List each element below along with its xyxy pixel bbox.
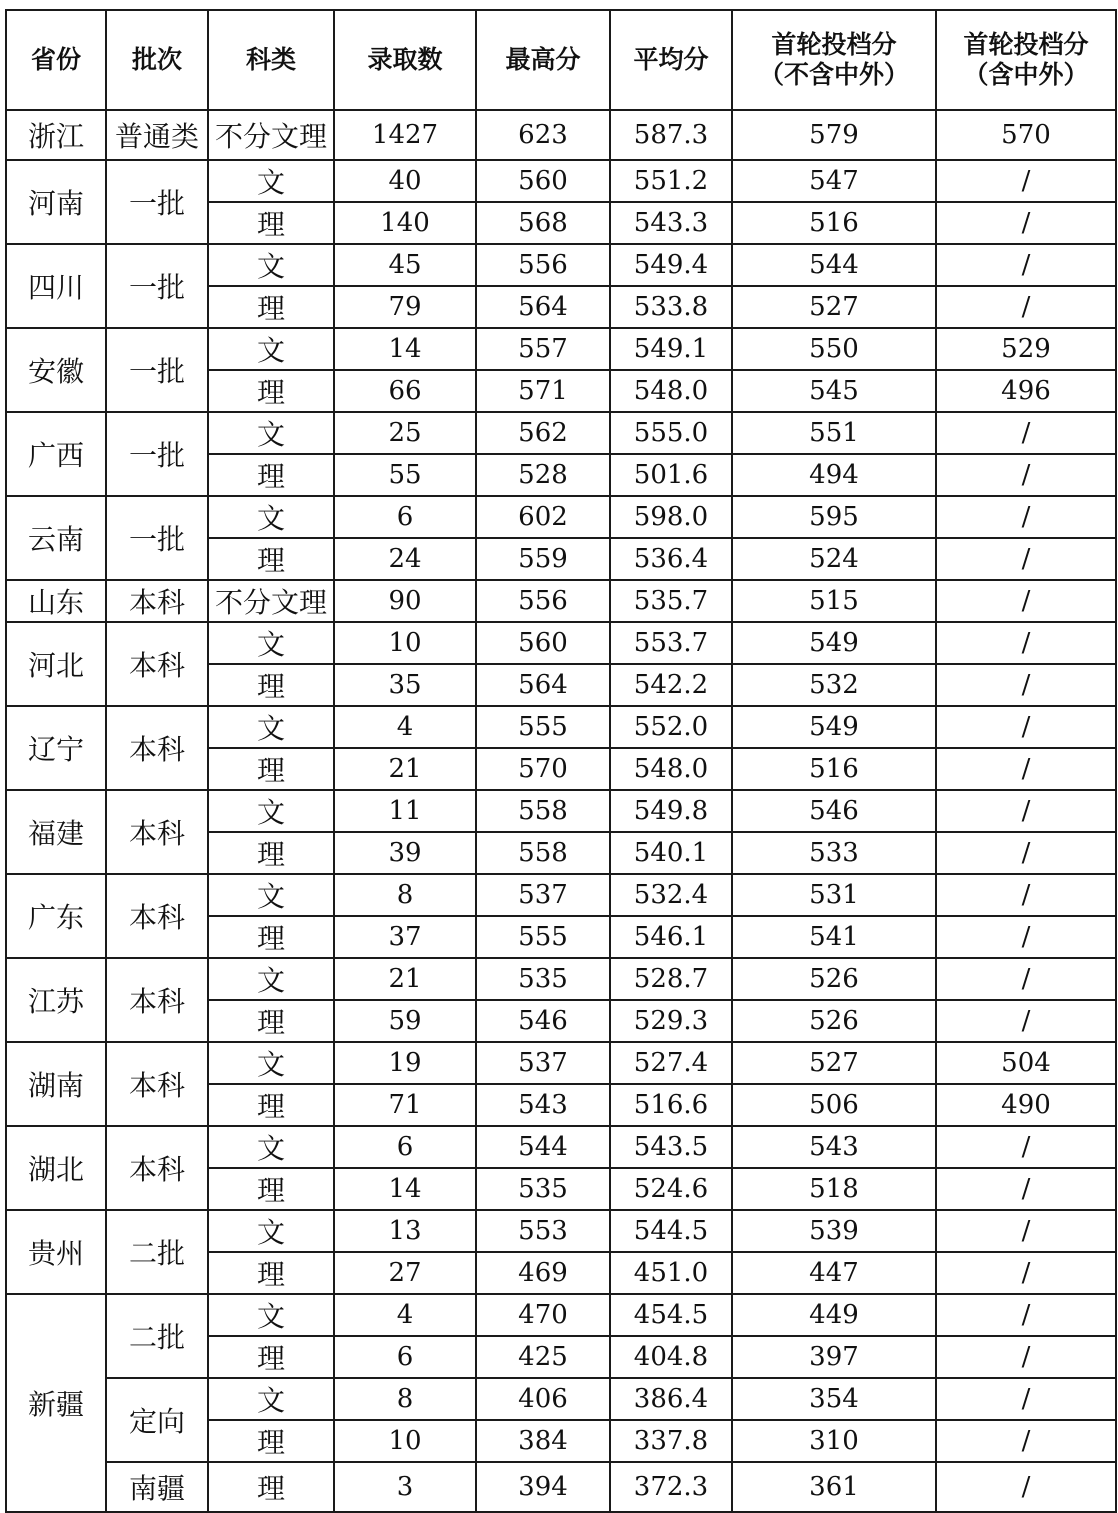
category-cell: 文	[208, 1126, 334, 1168]
avg-score-cell: 536.4	[610, 538, 732, 580]
first-round-excl-cell: 447	[732, 1252, 936, 1294]
first-round-excl-cell: 531	[732, 874, 936, 916]
first-round-excl-cell: 449	[732, 1294, 936, 1336]
max-score-cell: 537	[476, 1042, 610, 1084]
first-round-incl-cell: /	[936, 1000, 1116, 1042]
first-round-incl-cell: /	[936, 160, 1116, 202]
first-round-incl-cell: /	[936, 454, 1116, 496]
first-round-incl-cell: /	[936, 748, 1116, 790]
header-first-round-incl-line2: （含中外）	[963, 60, 1089, 89]
category-cell: 理	[208, 1252, 334, 1294]
admission-table	[5, 9, 1117, 1513]
max-score-cell: 544	[476, 1126, 610, 1168]
first-round-incl-cell: /	[936, 538, 1116, 580]
header-category: 科类	[208, 10, 334, 110]
max-score-cell: 384	[476, 1420, 610, 1462]
batch-cell: 一批	[106, 328, 208, 412]
max-score-cell: 537	[476, 874, 610, 916]
header-batch: 批次	[106, 10, 208, 110]
max-score-cell: 556	[476, 580, 610, 622]
batch-cell: 定向	[106, 1378, 208, 1462]
avg-score-cell: 552.0	[610, 706, 732, 748]
province-cell: 湖北	[6, 1126, 106, 1210]
max-score-cell: 535	[476, 1168, 610, 1210]
admitted-cell: 14	[334, 1168, 476, 1210]
header-row	[6, 10, 1116, 110]
avg-score-cell: 548.0	[610, 748, 732, 790]
category-cell: 理	[208, 748, 334, 790]
header-first-round-excl-line2: （不含中外）	[758, 60, 909, 89]
max-score-cell: 469	[476, 1252, 610, 1294]
max-score-cell: 555	[476, 706, 610, 748]
max-score-cell: 570	[476, 748, 610, 790]
batch-cell: 本科	[106, 1126, 208, 1210]
admitted-cell: 59	[334, 1000, 476, 1042]
admitted-cell: 66	[334, 370, 476, 412]
admitted-cell: 21	[334, 958, 476, 1000]
max-score-cell: 558	[476, 832, 610, 874]
max-score-cell: 394	[476, 1462, 610, 1512]
admitted-cell: 27	[334, 1252, 476, 1294]
max-score-cell: 470	[476, 1294, 610, 1336]
first-round-incl-cell: 570	[936, 110, 1116, 160]
category-cell: 文	[208, 790, 334, 832]
first-round-excl-cell: 310	[732, 1420, 936, 1462]
table-row	[6, 1126, 1116, 1168]
category-cell: 不分文理	[208, 110, 334, 160]
first-round-excl-cell: 539	[732, 1210, 936, 1252]
category-cell: 文	[208, 328, 334, 370]
category-cell: 文	[208, 412, 334, 454]
province-cell: 广西	[6, 412, 106, 496]
province-cell: 江苏	[6, 958, 106, 1042]
avg-score-cell: 535.7	[610, 580, 732, 622]
first-round-incl-cell: 529	[936, 328, 1116, 370]
avg-score-cell: 598.0	[610, 496, 732, 538]
category-cell: 文	[208, 958, 334, 1000]
max-score-cell: 564	[476, 286, 610, 328]
table-row	[6, 496, 1116, 538]
first-round-excl-cell: 546	[732, 790, 936, 832]
first-round-excl-cell: 549	[732, 622, 936, 664]
category-cell: 理	[208, 1084, 334, 1126]
avg-score-cell: 540.1	[610, 832, 732, 874]
category-cell: 理	[208, 454, 334, 496]
admitted-cell: 14	[334, 328, 476, 370]
avg-score-cell: 529.3	[610, 1000, 732, 1042]
first-round-incl-cell: 504	[936, 1042, 1116, 1084]
admitted-cell: 25	[334, 412, 476, 454]
province-cell: 河北	[6, 622, 106, 706]
admitted-cell: 10	[334, 622, 476, 664]
province-cell: 新疆	[6, 1294, 106, 1512]
category-cell: 理	[208, 1336, 334, 1378]
first-round-incl-cell: /	[936, 286, 1116, 328]
first-round-incl-cell: /	[936, 244, 1116, 286]
max-score-cell: 623	[476, 110, 610, 160]
admitted-cell: 19	[334, 1042, 476, 1084]
avg-score-cell: 516.6	[610, 1084, 732, 1126]
admitted-cell: 24	[334, 538, 476, 580]
first-round-excl-cell: 506	[732, 1084, 936, 1126]
max-score-cell: 557	[476, 328, 610, 370]
header-first-round-excl-line1: 首轮投档分	[771, 30, 897, 59]
province-cell: 安徽	[6, 328, 106, 412]
table-row	[6, 580, 1116, 622]
first-round-incl-cell: /	[936, 664, 1116, 706]
category-cell: 理	[208, 1168, 334, 1210]
first-round-excl-cell: 516	[732, 202, 936, 244]
batch-cell: 本科	[106, 790, 208, 874]
first-round-incl-cell: /	[936, 916, 1116, 958]
max-score-cell: 560	[476, 622, 610, 664]
avg-score-cell: 532.4	[610, 874, 732, 916]
province-cell: 河南	[6, 160, 106, 244]
admitted-cell: 79	[334, 286, 476, 328]
category-cell: 不分文理	[208, 580, 334, 622]
batch-cell: 本科	[106, 706, 208, 790]
table-row	[6, 1042, 1116, 1084]
first-round-excl-cell: 532	[732, 664, 936, 706]
batch-cell: 普通类	[106, 110, 208, 160]
category-cell: 文	[208, 160, 334, 202]
first-round-incl-cell: /	[936, 496, 1116, 538]
admitted-cell: 4	[334, 706, 476, 748]
admitted-cell: 140	[334, 202, 476, 244]
category-cell: 理	[208, 1462, 334, 1512]
header-first-round-incl	[936, 10, 1116, 110]
category-cell: 文	[208, 622, 334, 664]
avg-score-cell: 527.4	[610, 1042, 732, 1084]
max-score-cell: 564	[476, 664, 610, 706]
province-cell: 山东	[6, 580, 106, 622]
avg-score-cell: 543.3	[610, 202, 732, 244]
batch-cell: 本科	[106, 580, 208, 622]
max-score-cell: 602	[476, 496, 610, 538]
category-cell: 文	[208, 1210, 334, 1252]
admitted-cell: 6	[334, 496, 476, 538]
first-round-incl-cell: /	[936, 1378, 1116, 1420]
admitted-cell: 55	[334, 454, 476, 496]
header-admitted: 录取数	[334, 10, 476, 110]
batch-cell: 二批	[106, 1294, 208, 1378]
first-round-incl-cell: /	[936, 1126, 1116, 1168]
table-row	[6, 110, 1116, 160]
admitted-cell: 39	[334, 832, 476, 874]
category-cell: 理	[208, 370, 334, 412]
first-round-incl-cell: /	[936, 1336, 1116, 1378]
table-row	[6, 706, 1116, 748]
max-score-cell: 556	[476, 244, 610, 286]
first-round-incl-cell: /	[936, 1420, 1116, 1462]
avg-score-cell: 549.4	[610, 244, 732, 286]
admitted-cell: 21	[334, 748, 476, 790]
batch-cell: 二批	[106, 1210, 208, 1294]
province-cell: 云南	[6, 496, 106, 580]
first-round-excl-cell: 518	[732, 1168, 936, 1210]
admitted-cell: 13	[334, 1210, 476, 1252]
header-max-score: 最高分	[476, 10, 610, 110]
province-cell: 浙江	[6, 110, 106, 160]
category-cell: 理	[208, 832, 334, 874]
first-round-excl-cell: 533	[732, 832, 936, 874]
first-round-incl-cell: /	[936, 412, 1116, 454]
first-round-incl-cell: /	[936, 1252, 1116, 1294]
first-round-incl-cell: /	[936, 580, 1116, 622]
max-score-cell: 543	[476, 1084, 610, 1126]
province-cell: 四川	[6, 244, 106, 328]
admitted-cell: 10	[334, 1420, 476, 1462]
first-round-incl-cell: /	[936, 958, 1116, 1000]
province-cell: 福建	[6, 790, 106, 874]
max-score-cell: 528	[476, 454, 610, 496]
table-body	[6, 110, 1116, 1512]
table-row	[6, 958, 1116, 1000]
first-round-incl-cell: /	[936, 1168, 1116, 1210]
first-round-excl-cell: 516	[732, 748, 936, 790]
first-round-incl-cell: 496	[936, 370, 1116, 412]
admitted-cell: 40	[334, 160, 476, 202]
first-round-excl-cell: 526	[732, 958, 936, 1000]
avg-score-cell: 404.8	[610, 1336, 732, 1378]
first-round-excl-cell: 397	[732, 1336, 936, 1378]
avg-score-cell: 548.0	[610, 370, 732, 412]
first-round-incl-cell: /	[936, 790, 1116, 832]
avg-score-cell: 524.6	[610, 1168, 732, 1210]
first-round-excl-cell: 544	[732, 244, 936, 286]
max-score-cell: 535	[476, 958, 610, 1000]
table-row	[6, 874, 1116, 916]
table-row	[6, 1294, 1116, 1336]
admitted-cell: 8	[334, 874, 476, 916]
avg-score-cell: 551.2	[610, 160, 732, 202]
first-round-excl-cell: 361	[732, 1462, 936, 1512]
admitted-cell: 37	[334, 916, 476, 958]
admitted-cell: 4	[334, 1294, 476, 1336]
avg-score-cell: 553.7	[610, 622, 732, 664]
header-province: 省份	[6, 10, 106, 110]
first-round-incl-cell: /	[936, 832, 1116, 874]
first-round-incl-cell: 490	[936, 1084, 1116, 1126]
avg-score-cell: 454.5	[610, 1294, 732, 1336]
admitted-cell: 71	[334, 1084, 476, 1126]
avg-score-cell: 555.0	[610, 412, 732, 454]
avg-score-cell: 533.8	[610, 286, 732, 328]
category-cell: 理	[208, 1000, 334, 1042]
max-score-cell: 425	[476, 1336, 610, 1378]
batch-cell: 一批	[106, 160, 208, 244]
avg-score-cell: 372.3	[610, 1462, 732, 1512]
admitted-cell: 11	[334, 790, 476, 832]
admitted-cell: 90	[334, 580, 476, 622]
max-score-cell: 571	[476, 370, 610, 412]
batch-cell: 本科	[106, 958, 208, 1042]
avg-score-cell: 451.0	[610, 1252, 732, 1294]
first-round-excl-cell: 547	[732, 160, 936, 202]
table-row	[6, 622, 1116, 664]
first-round-excl-cell: 524	[732, 538, 936, 580]
max-score-cell: 558	[476, 790, 610, 832]
first-round-incl-cell: /	[936, 1462, 1116, 1512]
batch-cell: 一批	[106, 412, 208, 496]
first-round-excl-cell: 543	[732, 1126, 936, 1168]
first-round-excl-cell: 527	[732, 286, 936, 328]
first-round-excl-cell: 595	[732, 496, 936, 538]
first-round-incl-cell: /	[936, 1210, 1116, 1252]
avg-score-cell: 544.5	[610, 1210, 732, 1252]
batch-cell: 南疆	[106, 1462, 208, 1512]
max-score-cell: 562	[476, 412, 610, 454]
batch-cell: 本科	[106, 1042, 208, 1126]
avg-score-cell: 587.3	[610, 110, 732, 160]
first-round-excl-cell: 494	[732, 454, 936, 496]
admitted-cell: 6	[334, 1336, 476, 1378]
batch-cell: 本科	[106, 622, 208, 706]
category-cell: 文	[208, 1042, 334, 1084]
batch-cell: 一批	[106, 244, 208, 328]
admitted-cell: 35	[334, 664, 476, 706]
category-cell: 文	[208, 706, 334, 748]
header-avg-score: 平均分	[610, 10, 732, 110]
category-cell: 文	[208, 1294, 334, 1336]
table-row	[6, 412, 1116, 454]
avg-score-cell: 337.8	[610, 1420, 732, 1462]
province-cell: 辽宁	[6, 706, 106, 790]
first-round-incl-cell: /	[936, 1294, 1116, 1336]
max-score-cell: 555	[476, 916, 610, 958]
category-cell: 文	[208, 1378, 334, 1420]
category-cell: 文	[208, 244, 334, 286]
first-round-excl-cell: 551	[732, 412, 936, 454]
first-round-excl-cell: 541	[732, 916, 936, 958]
category-cell: 理	[208, 202, 334, 244]
max-score-cell: 568	[476, 202, 610, 244]
table-row	[6, 1210, 1116, 1252]
category-cell: 文	[208, 874, 334, 916]
table-row	[6, 790, 1116, 832]
category-cell: 理	[208, 664, 334, 706]
avg-score-cell: 386.4	[610, 1378, 732, 1420]
first-round-excl-cell: 527	[732, 1042, 936, 1084]
first-round-excl-cell: 549	[732, 706, 936, 748]
table-row	[6, 244, 1116, 286]
max-score-cell: 553	[476, 1210, 610, 1252]
category-cell: 理	[208, 1420, 334, 1462]
avg-score-cell: 543.5	[610, 1126, 732, 1168]
first-round-excl-cell: 545	[732, 370, 936, 412]
province-cell: 贵州	[6, 1210, 106, 1294]
admitted-cell: 8	[334, 1378, 476, 1420]
batch-cell: 一批	[106, 496, 208, 580]
province-cell: 湖南	[6, 1042, 106, 1126]
batch-cell: 本科	[106, 874, 208, 958]
category-cell: 文	[208, 496, 334, 538]
table-row	[6, 1378, 1116, 1420]
avg-score-cell: 501.6	[610, 454, 732, 496]
avg-score-cell: 549.8	[610, 790, 732, 832]
admitted-cell: 45	[334, 244, 476, 286]
category-cell: 理	[208, 538, 334, 580]
category-cell: 理	[208, 286, 334, 328]
header-first-round-incl-line1: 首轮投档分	[963, 30, 1089, 59]
first-round-excl-cell: 550	[732, 328, 936, 370]
admitted-cell: 3	[334, 1462, 476, 1512]
avg-score-cell: 542.2	[610, 664, 732, 706]
first-round-excl-cell: 515	[732, 580, 936, 622]
province-cell: 广东	[6, 874, 106, 958]
max-score-cell: 406	[476, 1378, 610, 1420]
table-row	[6, 160, 1116, 202]
table-row	[6, 1462, 1116, 1512]
avg-score-cell: 528.7	[610, 958, 732, 1000]
table-row	[6, 328, 1116, 370]
first-round-excl-cell: 579	[732, 110, 936, 160]
first-round-incl-cell: /	[936, 706, 1116, 748]
max-score-cell: 560	[476, 160, 610, 202]
max-score-cell: 559	[476, 538, 610, 580]
category-cell: 理	[208, 916, 334, 958]
admitted-cell: 1427	[334, 110, 476, 160]
max-score-cell: 546	[476, 1000, 610, 1042]
avg-score-cell: 549.1	[610, 328, 732, 370]
first-round-incl-cell: /	[936, 202, 1116, 244]
first-round-excl-cell: 354	[732, 1378, 936, 1420]
first-round-excl-cell: 526	[732, 1000, 936, 1042]
admitted-cell: 6	[334, 1126, 476, 1168]
header-first-round-excl	[732, 10, 936, 110]
first-round-incl-cell: /	[936, 622, 1116, 664]
avg-score-cell: 546.1	[610, 916, 732, 958]
first-round-incl-cell: /	[936, 874, 1116, 916]
